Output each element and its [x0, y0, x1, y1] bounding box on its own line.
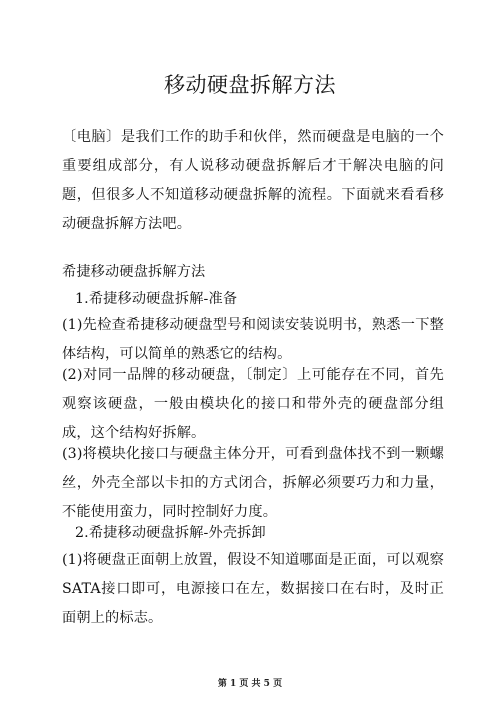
- step1-paragraph-1: (1)先检查希捷移动硬盘型号和阅读安装说明书，熟悉一下整体结构，可以简单的熟悉它的结构。: [62, 317, 444, 362]
- document-title: 移动硬盘拆解方法: [164, 73, 336, 97]
- step2-paragraph-1: (1)将硬盘正面朝上放置，假设不知道哪面是正面，可以观察SATA接口即可，电源接口在左，数据接口在右时，及时正面朝上的标志。: [62, 552, 444, 626]
- section-heading: 希捷移动硬盘拆解方法: [62, 264, 206, 280]
- step2-heading: 2.希捷移动硬盘拆解-外壳拆卸: [75, 525, 266, 541]
- step1-paragraph-2: (2)对同一品牌的移动硬盘，〔制定〕上可能存在不同，首先观察该硬盘，一般由模块化的接口和带外壳的硬盘部分组成，这个结构好拆解。: [62, 367, 444, 441]
- step1-paragraph-3: (3)将模块化接口与硬盘主体分开，可看到盘体找不到一颗螺丝，外壳全部以卡扣的方式闭合，拆解必须要巧力和力量，不能使用蛮力，同时控制好力度。: [62, 446, 444, 520]
- step1-heading: 1.希捷移动硬盘拆解-准备: [75, 291, 238, 307]
- intro-paragraph: 〔电脑〕是我们工作的助手和伙伴，然而硬盘是电脑的一个重要组成部分，有人说移动硬盘拆解后才干解决电脑的问题，但很多人不知道移动硬盘拆解的流程。下面就来看看移动硬盘拆解方法吧。: [62, 129, 444, 232]
- page-footer: 第 1 页 共 5 页: [217, 679, 283, 689]
